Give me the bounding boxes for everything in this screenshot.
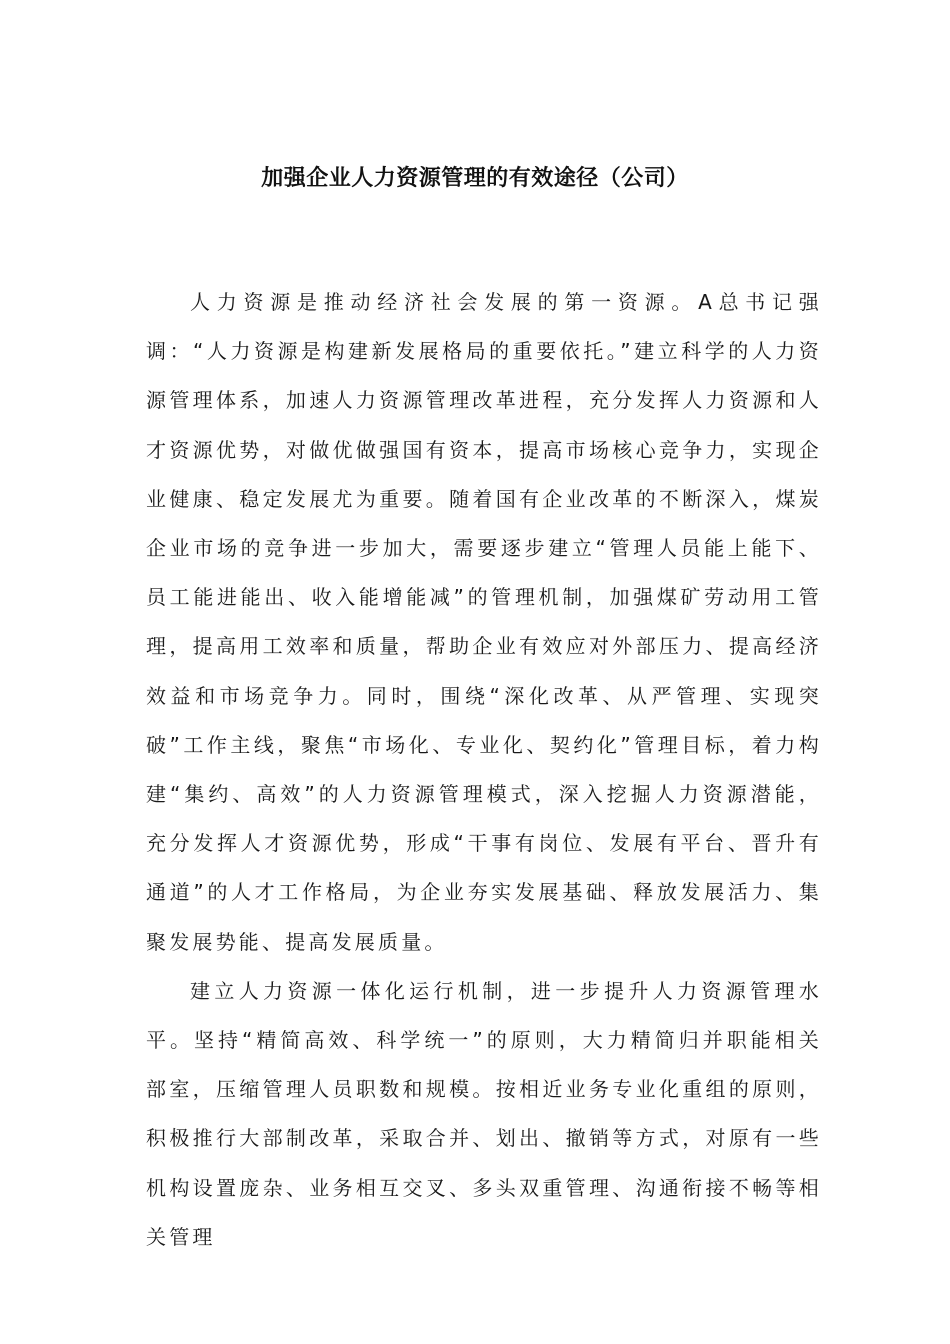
document-title: 加强企业人力资源管理的有效途径（公司）	[261, 166, 689, 191]
document-body	[146, 278, 822, 1262]
paragraph-1: 人力资源是推动经济社会发展的第一资源。A总书记强调：“人力资源是构建新发展格局的重要依托。”建立科学的人力资源管理体系，加速人力资源管理改革进程，充分发挥人力资源和人才资源优势，对做优做强国有资本，提高市场核心竞争力，实现企业健康、稳定发展尤为重要。随着国有企业改革的不断深入，煤炭企业市场的竞争进一步加大，需要逐步建立“管理人员能上能下、员工能进能出、收入能增能减”的管理机制，加强煤矿劳动用工管理，提高用工效率和质量，帮助企业有效应对外部压力、提高经济效益和市场竞争力。同时，围绕“深化改革、从严管理、实现突破”工作主线，聚焦“市场化、专业化、契约化”管理目标，着力构建“集约、高效”的人力资源管理模式，深入挖掘人力资源潜能，充分发挥人才资源优势，形成“干事有岗位、发展有平台、晋升有通道”的人才工作格局，为企业夯实发展基础、释放发展活力、集聚发展势能、提高发展质量。	[146, 290, 822, 954]
paragraph-2: 建立人力资源一体化运行机制，进一步提升人力资源管理水平。坚持“精简高效、科学统一”的原则，大力精简归并职能相关部室，压缩管理人员职数和规模。按相近业务专业化重组的原则，积极推行大部制改革，采取合并、划出、撤销等方式，对原有一些机构设置庞杂、业务相互交叉、多头双重管理、沟通衔接不畅等相关管理	[146, 978, 822, 1249]
